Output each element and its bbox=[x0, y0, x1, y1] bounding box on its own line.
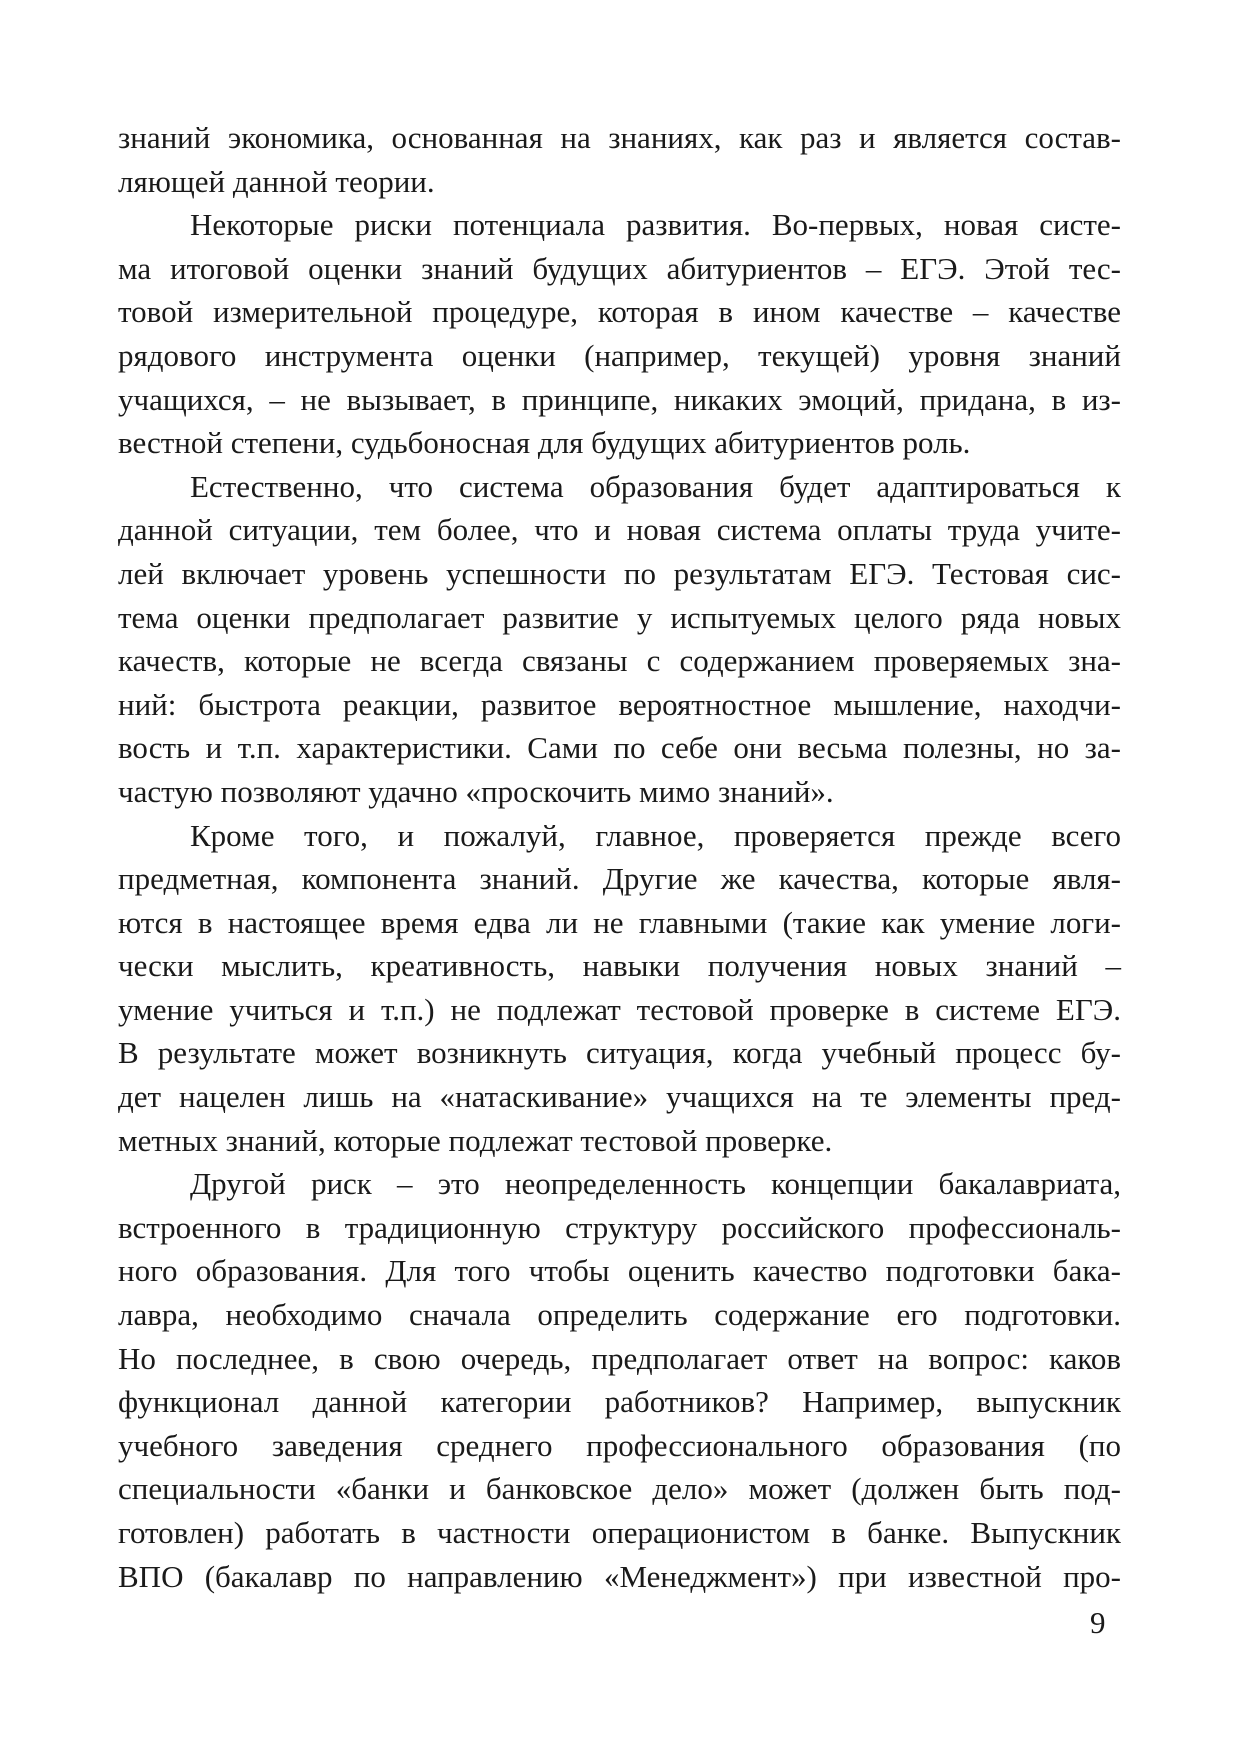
page-number: 9 bbox=[1090, 1605, 1106, 1640]
text-line: ма итоговой оценки знаний будущих абитуриентов – ЕГЭ. Этой тес- bbox=[118, 250, 1121, 286]
page-body bbox=[118, 116, 1121, 1598]
text-line: Естественно, что система образования будет адаптироваться к bbox=[190, 468, 1121, 504]
text-line: лавра, необходимо сначала определить содержание его подготовки. bbox=[118, 1297, 1121, 1333]
text-line: умение учиться и т.п.) не подлежат тестовой проверке в системе ЕГЭ. bbox=[118, 991, 1121, 1027]
text-line: тема оценки предполагает развитие у испытуемых целого ряда новых bbox=[118, 599, 1121, 635]
text-line: чески мыслить, креативность, навыки получения новых знаний – bbox=[118, 948, 1121, 984]
text-line: вость и т.п. характеристики. Сами по себе они весьма полезны, но за- bbox=[118, 730, 1121, 766]
text-line: частую позволяют удачно «проскочить мимо знаний». bbox=[118, 773, 834, 809]
text-line: встроенного в традиционную структуру российского профессиональ- bbox=[118, 1209, 1121, 1245]
text-line: функционал данной категории работников? Например, выпускник bbox=[118, 1384, 1121, 1420]
text-line: качеств, которые не всегда связаны с содержанием проверяемых зна- bbox=[118, 643, 1121, 679]
text-line: лей включает уровень успешности по результатам ЕГЭ. Тестовая сис- bbox=[118, 555, 1121, 591]
text-line: данной ситуации, тем более, что и новая система оплаты труда учите- bbox=[118, 512, 1121, 548]
text-line: готовлен) работать в частности операционистом в банке. Выпускник bbox=[118, 1515, 1121, 1550]
text-line: ного образования. Для того чтобы оценить качество подготовки бака- bbox=[118, 1253, 1121, 1289]
text-line: учебного заведения среднего профессионального образования (по bbox=[118, 1427, 1121, 1463]
text-line: ляющей данной теории. bbox=[118, 163, 435, 199]
text-line: специальности «банки и банковское дело» может (должен быть под- bbox=[118, 1471, 1121, 1507]
text-line: ВПО (бакалавр по направлению «Менеджмент») при известной про- bbox=[118, 1558, 1121, 1594]
text-line: ний: быстрота реакции, развитое вероятностное мышление, находчи- bbox=[118, 686, 1121, 722]
text-line: предметная, компонента знаний. Другие же качества, которые явля- bbox=[118, 861, 1121, 897]
text-line: знаний экономика, основанная на знаниях, как раз и является состав- bbox=[118, 120, 1121, 155]
text-line: товой измерительной процедуре, которая в ином качестве – качестве bbox=[118, 294, 1121, 330]
text-line: учащихся, – не вызывает, в принципе, никаких эмоций, придана, в из- bbox=[118, 381, 1121, 417]
text-line: вестной степени, судьбоносная для будущих абитуриентов роль. bbox=[118, 425, 971, 461]
text-line: Некоторые риски потенциала развития. Во-первых, новая систе- bbox=[190, 207, 1121, 243]
text-line: метных знаний, которые подлежат тестовой проверке. bbox=[118, 1122, 833, 1158]
text-line: Другой риск – это неопределенность концепции бакалавриата, bbox=[190, 1166, 1121, 1202]
text-line: рядового инструмента оценки (например, текущей) уровня знаний bbox=[118, 337, 1121, 373]
text-line: дет нацелен лишь на «натаскивание» учащихся на те элементы пред- bbox=[118, 1079, 1121, 1115]
text-line: Кроме того, и пожалуй, главное, проверяется прежде всего bbox=[190, 817, 1121, 853]
text-line: В результате может возникнуть ситуация, когда учебный процесс бу- bbox=[118, 1035, 1121, 1071]
text-line: ются в настоящее время едва ли не главными (такие как умение логи- bbox=[118, 904, 1121, 940]
text-line: Но последнее, в свою очередь, предполагает ответ на вопрос: каков bbox=[118, 1340, 1121, 1376]
